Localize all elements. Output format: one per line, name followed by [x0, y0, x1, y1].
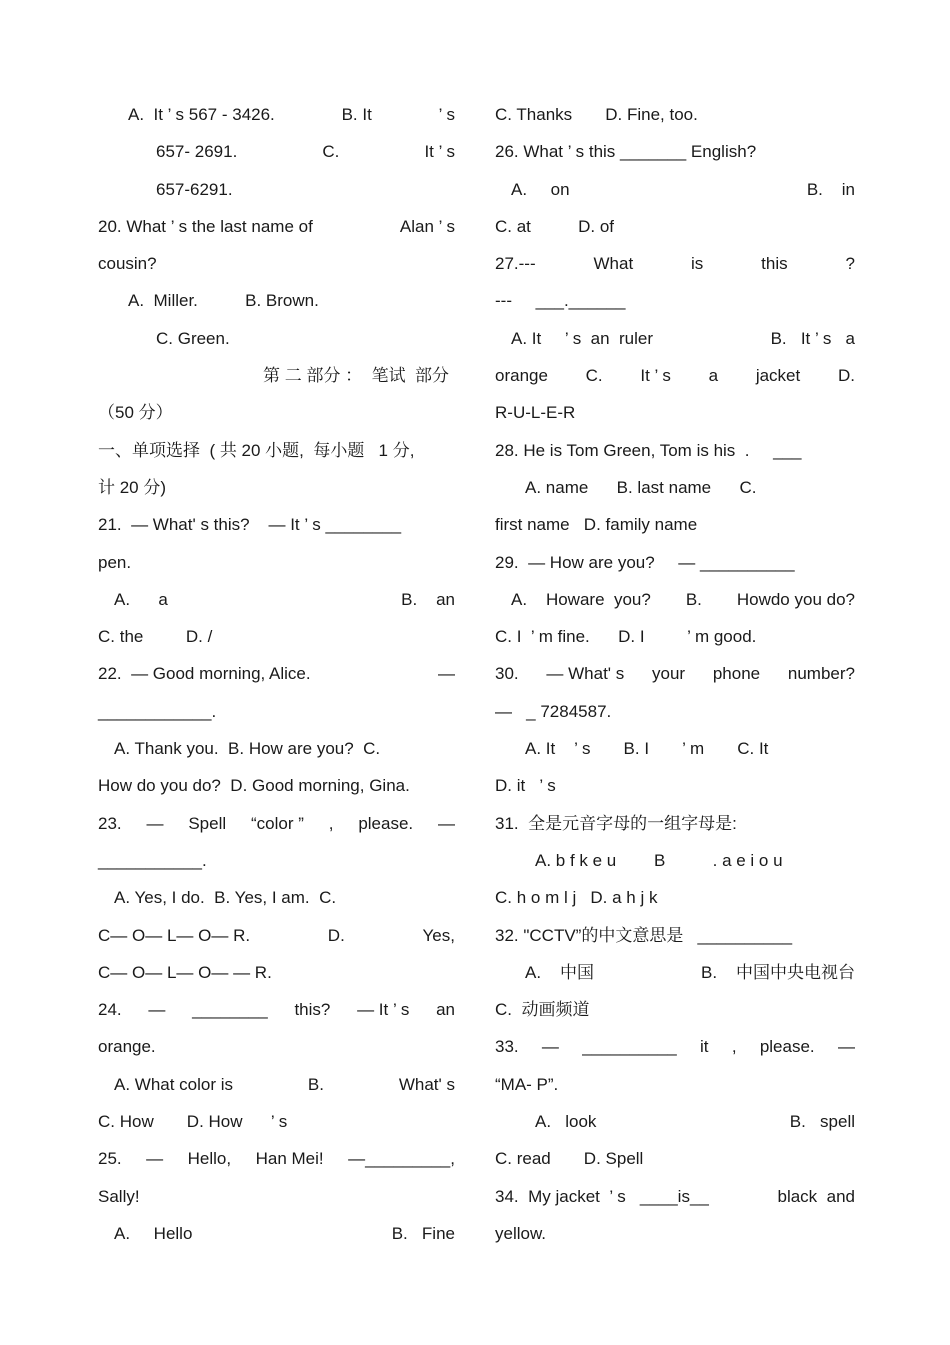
text-line	[495, 730, 855, 767]
text-segment: A. look	[535, 1112, 597, 1132]
text-segment: an	[436, 1000, 455, 1020]
text-segment: cousin?	[98, 254, 157, 274]
text-line	[495, 1178, 855, 1215]
text-line	[495, 357, 855, 394]
text-segment: 28. He is Tom Green, Tom is his . ___	[495, 440, 802, 460]
text-segment: — What' s	[546, 664, 625, 684]
text-segment: —_________,	[348, 1149, 455, 1169]
text-segment: 27.---	[495, 254, 536, 274]
text-segment: What' s	[398, 1074, 455, 1094]
text-segment: 第 二 部分 ： 笔试 部分	[263, 366, 450, 386]
text-segment: A. Hello	[114, 1223, 193, 1243]
text-segment: ,	[328, 813, 334, 833]
text-line	[98, 730, 455, 767]
text-line	[98, 1066, 455, 1103]
text-line	[495, 842, 855, 879]
text-line	[495, 1066, 855, 1103]
text-line	[495, 954, 855, 991]
text-line	[98, 544, 455, 581]
text-segment: C. h o m l j D. a h j k	[495, 888, 658, 908]
text-segment: A. Yes, I do. B. Yes, I am. C.	[114, 888, 337, 908]
text-segment: C.	[585, 366, 603, 386]
text-segment: C. the D. /	[98, 627, 213, 647]
text-segment: C.	[322, 142, 340, 162]
text-line	[495, 917, 855, 954]
text-segment: A. on	[511, 179, 570, 199]
text-line	[495, 1140, 855, 1177]
text-segment: Howdo you do?	[736, 589, 855, 609]
text-segment: A. b f k e u B . a e i o u	[535, 850, 783, 870]
text-segment: —	[148, 1000, 166, 1020]
text-segment: C. read D. Spell	[495, 1149, 644, 1169]
text-line	[495, 506, 855, 543]
text-line	[98, 655, 455, 692]
text-segment: “MA- P”.	[495, 1074, 559, 1094]
text-line	[495, 133, 855, 170]
text-segment: pen.	[98, 552, 132, 572]
text-line	[98, 1140, 455, 1177]
text-segment: How do you do? D. Good morning, Gina.	[98, 776, 410, 796]
text-line	[98, 1028, 455, 1065]
text-segment: B. in	[806, 179, 855, 199]
text-segment: D.	[837, 366, 855, 386]
text-line	[98, 1103, 455, 1140]
text-segment: C— O— L— O— — R.	[98, 962, 272, 982]
text-line	[98, 917, 455, 954]
text-line	[495, 96, 855, 133]
text-segment: “color ”	[250, 813, 304, 833]
right-column	[495, 96, 855, 1252]
text-segment: It ’ s	[424, 142, 455, 162]
text-line	[98, 581, 455, 618]
text-line	[495, 282, 855, 319]
text-segment: 23.	[98, 813, 122, 833]
text-line	[495, 394, 855, 431]
text-line	[495, 469, 855, 506]
text-segment: ’ s	[438, 105, 455, 124]
text-segment: 计 20 分)	[98, 477, 167, 497]
text-segment: ___________.	[98, 850, 207, 870]
text-line	[98, 693, 455, 730]
text-line	[495, 544, 855, 581]
text-segment: 30.	[495, 664, 519, 684]
text-segment: 657-6291.	[156, 179, 233, 199]
text-segment: ____________.	[98, 701, 217, 721]
text-segment: Spell	[188, 813, 227, 833]
text-line	[495, 245, 855, 282]
text-line	[495, 805, 855, 842]
text-segment: C. Thanks D. Fine, too.	[495, 105, 698, 124]
text-segment: black and	[777, 1186, 855, 1206]
text-segment: first name D. family name	[495, 515, 698, 535]
text-segment: A. It ’ s B. I ’ m C. It	[525, 739, 769, 759]
text-line	[98, 805, 455, 842]
text-segment: B. an	[401, 589, 455, 609]
text-line	[495, 1215, 855, 1252]
text-segment: is	[691, 254, 704, 274]
text-segment: 一、单项选择 ( 共 20 小题, 每小题 1 分,	[98, 440, 415, 460]
text-line	[98, 282, 455, 319]
text-line	[495, 1028, 855, 1065]
text-segment: B. It	[341, 105, 372, 124]
text-segment: orange	[495, 366, 548, 386]
text-line	[495, 991, 855, 1028]
text-line	[98, 320, 455, 357]
text-segment: A. name B. last name C.	[525, 477, 757, 497]
text-segment: Han Mei!	[255, 1149, 324, 1169]
text-segment: A. Thank you. B. How are you? C.	[114, 739, 381, 759]
text-line	[98, 842, 455, 879]
text-segment: B.	[307, 1074, 324, 1094]
text-line	[495, 432, 855, 469]
text-segment: B.	[685, 589, 702, 609]
text-segment: A. a	[114, 589, 168, 609]
text-segment: —	[146, 813, 164, 833]
text-segment: ?	[845, 254, 855, 274]
text-line	[98, 767, 455, 804]
text-line	[495, 581, 855, 618]
text-segment: B. 中国中央电视台	[701, 962, 855, 982]
text-segment: phone	[712, 664, 761, 684]
text-segment: 22. — Good morning, Alice.	[98, 664, 311, 684]
text-line	[495, 618, 855, 655]
text-segment: 32. "CCTV”的中文意思是 __________	[495, 925, 793, 945]
text-line	[495, 171, 855, 208]
text-segment: A. Howare you?	[511, 589, 651, 609]
text-segment: 24.	[98, 1000, 122, 1020]
text-line	[98, 133, 455, 170]
text-segment: A. 中国	[525, 962, 594, 982]
text-segment: ,	[731, 1037, 737, 1057]
text-segment: orange.	[98, 1037, 156, 1057]
text-line	[495, 767, 855, 804]
text-line	[98, 394, 455, 431]
text-segment: 26. What ’ s this _______ English?	[495, 142, 757, 162]
text-line	[98, 506, 455, 543]
text-line	[495, 879, 855, 916]
text-line	[98, 357, 455, 394]
text-segment: —	[146, 1149, 164, 1169]
text-segment: C. 动画频道	[495, 1000, 590, 1020]
text-line	[98, 208, 455, 245]
text-segment: A. It ’ s an ruler	[511, 328, 654, 348]
text-line	[98, 171, 455, 208]
text-segment: R-U-L-E-R	[495, 403, 576, 423]
text-segment: A. What color is	[114, 1074, 234, 1094]
text-segment: 657- 2691.	[156, 142, 238, 162]
text-line	[98, 469, 455, 506]
text-segment: Alan ’ s	[399, 216, 455, 236]
text-line	[98, 618, 455, 655]
text-segment: —	[541, 1037, 559, 1057]
text-segment: ________	[192, 1000, 268, 1020]
text-line	[495, 208, 855, 245]
text-line	[98, 1178, 455, 1215]
text-segment: 25.	[98, 1149, 122, 1169]
text-segment: 29. — How are you? — __________	[495, 552, 795, 572]
text-line	[98, 432, 455, 469]
text-segment: B. spell	[789, 1112, 855, 1132]
text-segment: Sally!	[98, 1186, 140, 1206]
text-segment: C. How D. How ’ s	[98, 1112, 288, 1132]
text-line	[495, 1103, 855, 1140]
text-segment: B. It ’ s a	[770, 328, 855, 348]
text-line	[98, 96, 455, 133]
text-line	[98, 245, 455, 282]
text-segment: your	[652, 664, 686, 684]
text-segment: it	[700, 1037, 709, 1057]
text-segment: —	[437, 813, 455, 833]
text-segment: __________	[582, 1037, 677, 1057]
text-segment: 21. — What' s this? — It ’ s ________	[98, 515, 402, 535]
text-segment: 34. My jacket ’ s ____is__	[495, 1186, 709, 1206]
text-segment: —	[837, 1037, 855, 1057]
text-line	[98, 879, 455, 916]
text-segment: — _ 7284587.	[495, 701, 612, 721]
text-segment: this	[761, 254, 788, 274]
text-segment: Yes,	[422, 925, 455, 945]
text-segment: D.	[327, 925, 345, 945]
text-segment: It ’ s	[640, 366, 671, 386]
text-segment: C. Green.	[156, 328, 230, 348]
text-segment: yellow.	[495, 1223, 547, 1243]
text-segment: 33.	[495, 1037, 519, 1057]
text-segment: --- ___.______	[495, 291, 626, 311]
text-segment: this?	[294, 1000, 331, 1020]
text-segment: What	[593, 254, 634, 274]
text-segment: C. at D. of	[495, 216, 615, 236]
text-segment: jacket	[755, 366, 801, 386]
text-segment: Hello,	[187, 1149, 232, 1169]
text-line	[98, 954, 455, 991]
text-line	[98, 991, 455, 1028]
text-segment: number?	[787, 664, 855, 684]
text-segment: —	[438, 664, 455, 684]
text-line	[495, 655, 855, 692]
text-segment: （50 分）	[98, 403, 173, 423]
text-segment: please.	[759, 1037, 815, 1057]
text-segment: D. it ’ s	[495, 776, 556, 796]
text-line	[98, 1215, 455, 1252]
text-segment: please.	[358, 813, 414, 833]
text-line	[495, 320, 855, 357]
text-segment: — It ’ s	[357, 1000, 410, 1020]
text-segment: 20. What ’ s the last name of	[98, 216, 313, 236]
left-column	[98, 96, 455, 1252]
text-segment: A. Miller. B. Brown.	[128, 291, 319, 311]
text-segment: B. Fine	[391, 1223, 455, 1243]
text-segment: C— O— L— O— R.	[98, 925, 251, 945]
text-segment: A. It ’ s 567 - 3426.	[128, 105, 275, 124]
text-segment: 31. 全是元音字母的一组字母是:	[495, 813, 737, 833]
text-segment: C. I ’ m fine. D. I ’ m good.	[495, 627, 757, 647]
text-segment: a	[708, 366, 719, 386]
text-line	[495, 693, 855, 730]
